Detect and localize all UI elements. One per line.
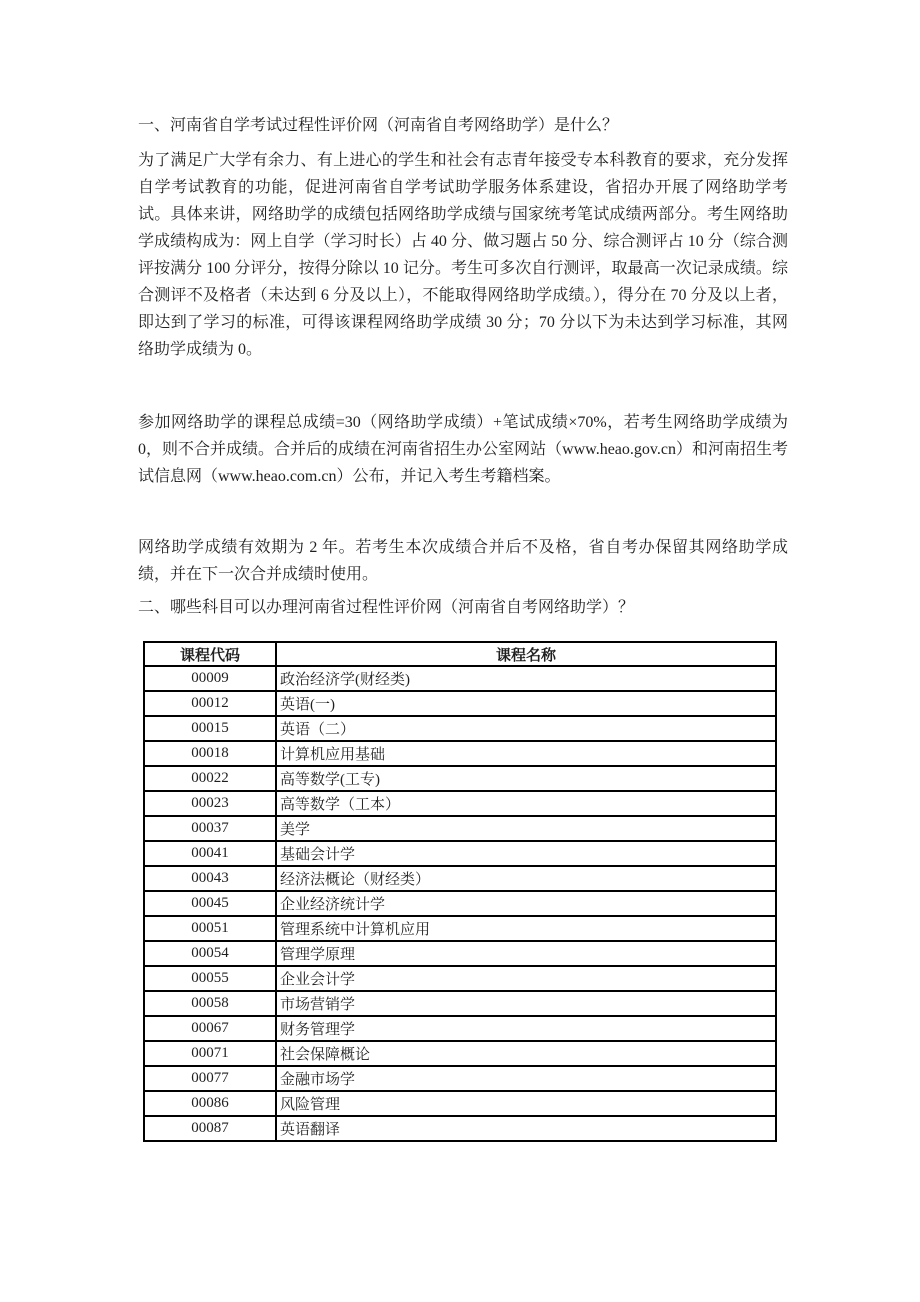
table-row bbox=[144, 666, 776, 691]
course-name-cell: 管理学原理 bbox=[276, 941, 776, 966]
table-row bbox=[144, 816, 776, 841]
section-heading-2: 二、哪些科目可以办理河南省过程性评价网（河南省自考网络助学）？ bbox=[138, 599, 635, 616]
course-code-cell: 00054 bbox=[144, 941, 276, 966]
course-name-cell: 美学 bbox=[276, 816, 776, 841]
course-name-header: 课程名称 bbox=[276, 642, 776, 666]
course-code-cell: 00055 bbox=[144, 966, 276, 991]
course-name-cell: 社会保障概论 bbox=[276, 1041, 776, 1066]
course-name-cell: 英语（二） bbox=[276, 716, 776, 741]
paragraph-network-study-intro: 为了满足广大学有余力、有上进心的学生和社会有志青年接受专本科教育的要求，充分发挥自学考试教育的功能，促进河南省自学考试助学服务体系建设，省招办开展了网络助学考试。具体来讲，网络助学的成绩包括网络助学成绩与国家统考笔试成绩两部分。考生网络助学成绩构成为：网上自学（学习时长）占 40 分、做习题占 50 分、综合测评占 10 分（综合测评按满分 100 分评分，按得分除以 10 记分。考生可多次自行测评，取最高一次记录成绩。综合测评不及格者（未达到 6 分及以上），不能取得网络助学成绩。），得分在 70 分及以上者，即达到了学习的标准，可得该课程网络助学成绩 30 分；70 分以下为未达到学习标准，其网络助学成绩为 0。 bbox=[138, 152, 788, 358]
course-code-cell: 00015 bbox=[144, 716, 276, 741]
course-name-cell: 基础会计学 bbox=[276, 841, 776, 866]
course-name-cell: 英语(一) bbox=[276, 691, 776, 716]
course-code-cell: 00022 bbox=[144, 766, 276, 791]
course-code-cell: 00045 bbox=[144, 891, 276, 916]
document-content bbox=[138, 112, 788, 1142]
course-name-cell: 市场营销学 bbox=[276, 991, 776, 1016]
course-name-cell: 管理系统中计算机应用 bbox=[276, 916, 776, 941]
course-name-cell: 计算机应用基础 bbox=[276, 741, 776, 766]
course-code-cell: 00023 bbox=[144, 791, 276, 816]
course-table-body bbox=[144, 666, 776, 1141]
table-row bbox=[144, 791, 776, 816]
course-name-cell: 政治经济学(财经类) bbox=[276, 666, 776, 691]
course-name-cell: 财务管理学 bbox=[276, 1016, 776, 1041]
table-row bbox=[144, 741, 776, 766]
table-row bbox=[144, 1041, 776, 1066]
course-code-cell: 00067 bbox=[144, 1016, 276, 1041]
course-code-header: 课程代码 bbox=[144, 642, 276, 666]
course-code-cell: 00041 bbox=[144, 841, 276, 866]
paragraph-score-combination: 参加网络助学的课程总成绩=30（网络助学成绩）+笔试成绩×70%，若考生网络助学成绩为 0，则不合并成绩。合并后的成绩在河南省招生办公室网站（www.heao.gov.cn）和河南招生考试信息网（www.heao.com.cn）公布，并记入考生考籍档案。 bbox=[138, 414, 788, 485]
table-row bbox=[144, 916, 776, 941]
table-row bbox=[144, 841, 776, 866]
table-row bbox=[144, 691, 776, 716]
table-row bbox=[144, 866, 776, 891]
course-name-cell: 企业经济统计学 bbox=[276, 891, 776, 916]
table-row bbox=[144, 1016, 776, 1041]
course-name-cell: 风险管理 bbox=[276, 1091, 776, 1116]
table-row bbox=[144, 891, 776, 916]
course-name-cell: 高等数学（工本） bbox=[276, 791, 776, 816]
course-code-cell: 00009 bbox=[144, 666, 276, 691]
table-row bbox=[144, 941, 776, 966]
course-code-cell: 00012 bbox=[144, 691, 276, 716]
table-row bbox=[144, 1091, 776, 1116]
course-name-cell: 英语翻译 bbox=[276, 1116, 776, 1141]
course-name-cell: 企业会计学 bbox=[276, 966, 776, 991]
course-code-cell: 00077 bbox=[144, 1066, 276, 1091]
table-row bbox=[144, 1116, 776, 1141]
table-row bbox=[144, 766, 776, 791]
section-heading-1: 一、河南省自学考试过程性评价网（河南省自考网络助学）是什么？ bbox=[138, 117, 619, 134]
course-table bbox=[143, 641, 777, 1142]
course-code-cell: 00086 bbox=[144, 1091, 276, 1116]
table-row bbox=[144, 966, 776, 991]
table-row bbox=[144, 716, 776, 741]
table-row bbox=[144, 1066, 776, 1091]
course-code-cell: 00037 bbox=[144, 816, 276, 841]
course-name-cell: 经济法概论（财经类） bbox=[276, 866, 776, 891]
course-table-header bbox=[144, 642, 776, 666]
course-code-cell: 00051 bbox=[144, 916, 276, 941]
course-code-cell: 00087 bbox=[144, 1116, 276, 1141]
course-code-cell: 00071 bbox=[144, 1041, 276, 1066]
paragraph-score-validity: 网络助学成绩有效期为 2 年。若考生本次成绩合并后不及格，省自考办保留其网络助学成绩，并在下一次合并成绩时使用。 bbox=[138, 539, 788, 583]
course-code-cell: 00018 bbox=[144, 741, 276, 766]
table-header-row bbox=[144, 642, 776, 666]
course-code-cell: 00043 bbox=[144, 866, 276, 891]
course-name-cell: 金融市场学 bbox=[276, 1066, 776, 1091]
table-row bbox=[144, 991, 776, 1016]
course-name-cell: 高等数学(工专) bbox=[276, 766, 776, 791]
course-code-cell: 00058 bbox=[144, 991, 276, 1016]
